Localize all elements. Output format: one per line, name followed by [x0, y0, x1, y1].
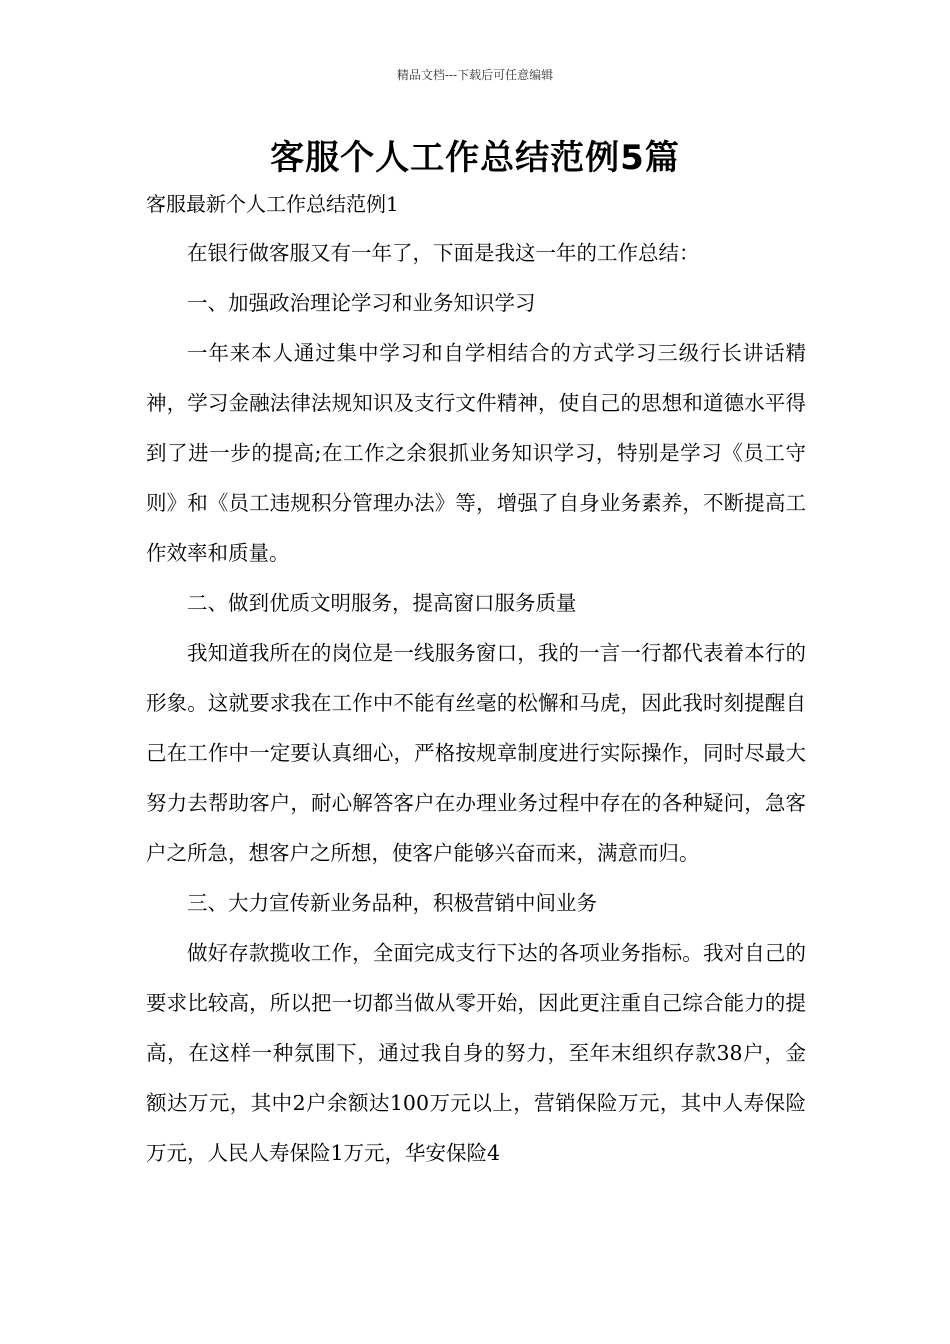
paragraph-heading-2: 二、做到优质文明服务，提高窗口服务质量 — [187, 591, 577, 615]
paragraph-heading-1: 一、加强政治理论学习和业务知识学习 — [187, 291, 536, 315]
document-title: 客服个人工作总结范例5篇 — [270, 138, 680, 178]
paragraph-body-1: 一年来本人通过集中学习和自学相结合的方式学习三级行长讲话精神，学习金融法律法规知识及支行文件精神，使自己的思想和道德水平得到了进一步的提高;在工作之余狠抓业务知识学习，特别是学习《员工守则》和《员工违规积分管理办法》等，增强了自身业务素养，不断提高工作效率和质量。 — [146, 341, 806, 565]
section-subtitle: 客服最新个人工作总结范例1 — [146, 192, 399, 216]
paragraph-intro: 在银行做客服又有一年了，下面是我这一年的工作总结： — [187, 241, 700, 265]
header-note: 精品文档---下载后可任意编辑 — [396, 68, 554, 82]
paragraph-body-2: 我知道我所在的岗位是一线服务窗口，我的一言一行都代表着本行的形象。这就要求我在工作中不能有丝毫的松懈和马虎，因此我时刻提醒自己在工作中一定要认真细心，严格按规章制度进行实际操作，同时尽最大努力去帮助客户，耐心解答客户在办理业务过程中存在的各种疑问，急客户之所急，想客户之所想，使客户能够兴奋而来，满意而归。 — [146, 641, 806, 865]
paragraph-body-3: 做好存款揽收工作，全面完成支行下达的各项业务指标。我对自己的要求比较高，所以把一切都当做从零开始，因此更注重自己综合能力的提高，在这样一种氛围下，通过我自身的努力，至年末组织存款38户，金额达万元，其中2户余额达100万元以上，营销保险万元，其中人寿保险万元，人民人寿保险1万元，华安保险4 — [146, 941, 806, 1165]
document-body — [146, 228, 806, 1178]
paragraph-heading-3: 三、大力宣传新业务品种，积极营销中间业务 — [187, 891, 597, 915]
